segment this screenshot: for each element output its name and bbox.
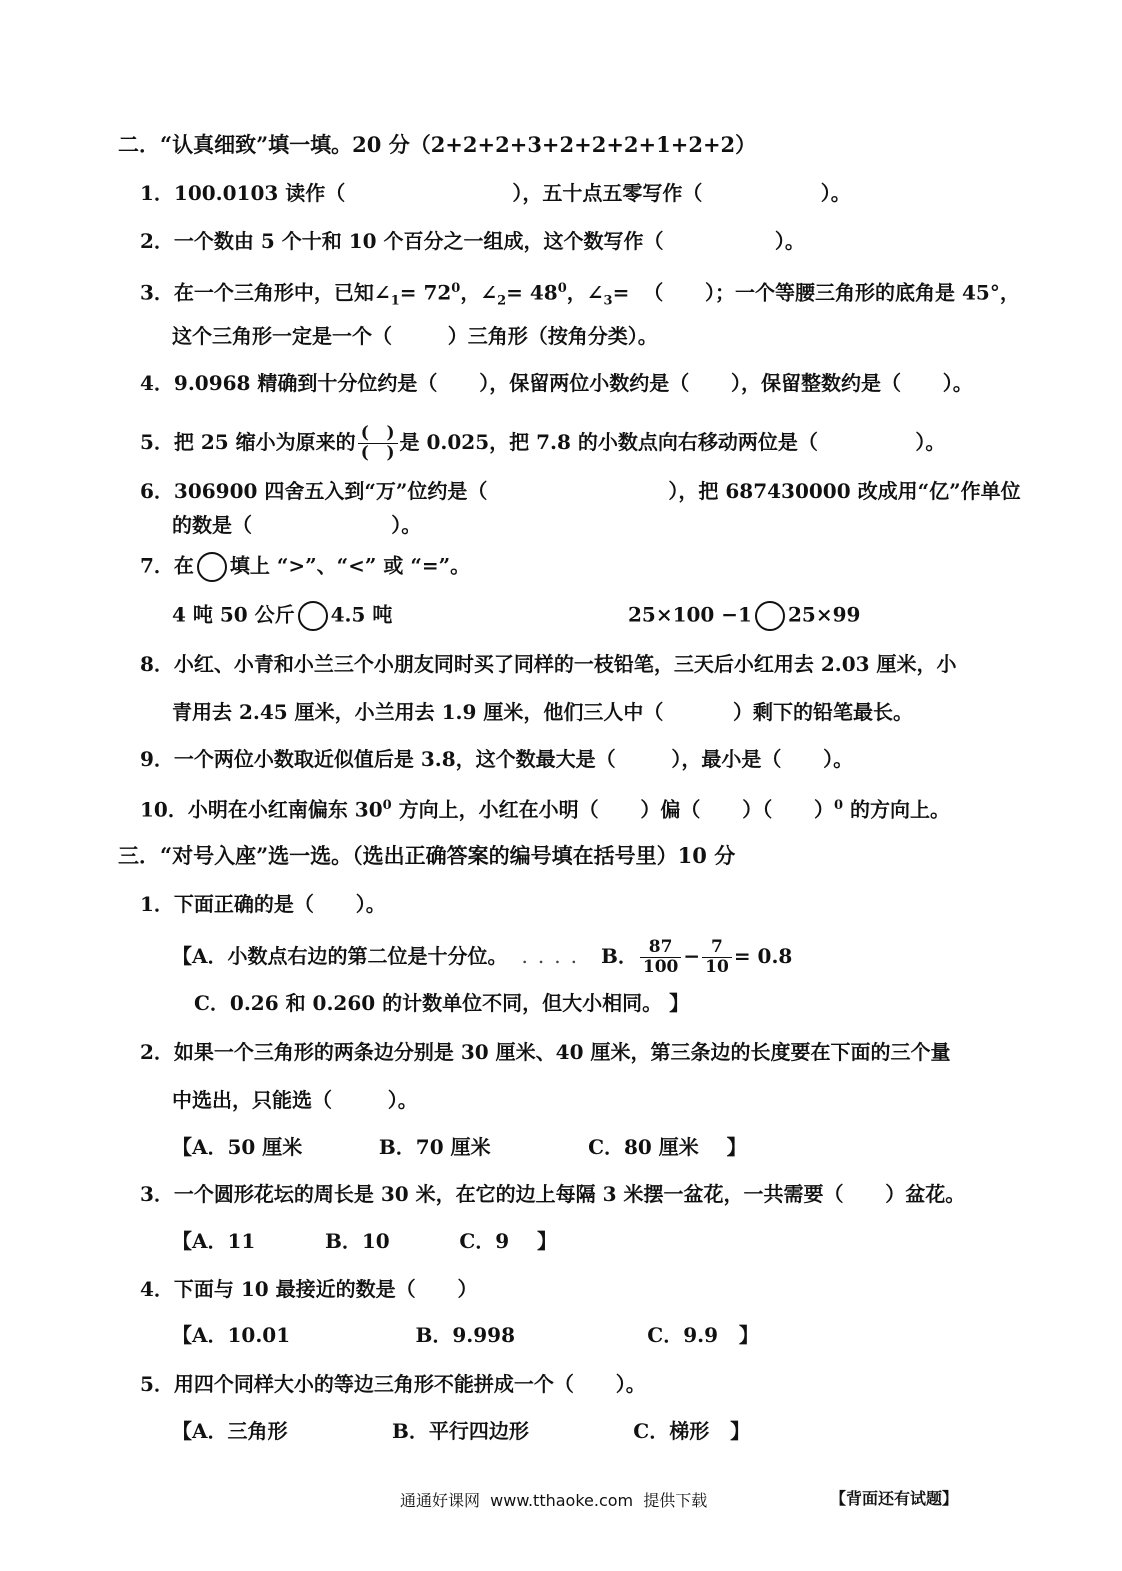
q7-left-b: 4.5 吨 [330,602,393,627]
question-2-8: 8．小红、小青和小兰三个小朋友同时买了同样的一枝铅笔，三天后小红用去 2.03 厘米，小 [140,652,957,676]
question-3-5-options: 【A．三角形 B．平行四边形 C．梯形 】 [172,1419,751,1443]
question-3-5: 5．用四个同样大小的等边三角形不能拼成一个（ ）。 [140,1372,646,1396]
question-3-3: 3．一个圆形花坛的周长是 30 米，在它的边上每隔 3 米摆一盆花，一共需要（ ）盆花。 [140,1182,966,1206]
q1-fraction-2 [702,938,732,977]
q10-text-c: 的方向上。 [843,797,950,822]
q3-sub3: 3 [603,293,613,309]
q7-text-a: 7．在 [140,553,194,578]
q7-right-b: 25×99 [787,602,861,627]
question-2-7-left [172,601,392,631]
question-3-4: 4．下面与 10 最接近的数是（ ） [140,1277,478,1301]
q1-dots: .... [521,944,587,968]
footer-source: 通通好课网 www.tthaoke.com 提供下载 [400,1491,708,1510]
q1-fraction-1 [640,938,682,977]
section2-title: 二．“认真细致”填一填。20 分（2+2+2+3+2+2+2+1+2+2） [118,132,757,157]
question-2-5 [140,424,945,463]
q1-option-b: B． [600,944,638,968]
comparison-circle-icon [298,601,328,631]
q7-text-b: 填上 “>”、“<” 或 “=”。 [229,553,471,578]
question-3-3-options: 【A．11 B．10 C．9 】 [172,1229,558,1253]
question-3-2-options: 【A．50 厘米 B．70 厘米 C．80 厘米 】 [172,1135,747,1159]
q1-fraction-1-denominator: 100 [642,957,679,977]
q5-fraction [358,424,398,463]
question-2-6: 6．306900 四舍五入到“万”位约是（ ），把 687430000 改成用“亿”作单位 [140,479,1021,503]
q3-text-f: = （ ）；一个等腰三角形的底角是 45°， [612,280,1020,305]
q3-sub2: 2 [497,293,507,309]
comparison-circle-icon [755,601,785,631]
question-3-2: 2．如果一个三角形的两条边分别是 30 厘米、40 厘米，第三条边的长度要在下面的三个量 [140,1040,951,1064]
q3-sub1: 1 [390,293,400,309]
question-3-1: 1．下面正确的是（ ）。 [140,892,386,916]
q1-fraction-2-numerator: 7 [702,938,732,958]
question-2-6-line2: 的数是（ ）。 [172,513,422,537]
q3-text-d: = 48 [506,280,558,305]
question-3-4-options: 【A．10.01 B．9.998 C．9.9 】 [172,1323,759,1347]
q3-sup1: 0 [451,281,461,296]
question-2-4: 4．9.0968 精确到十分位约是（ ），保留两位小数约是（ ），保留整数约是（ ）。 [140,371,973,395]
question-3-1-option-c: C．0.26 和 0.260 的计数单位不同，但大小相同。 】 [194,991,690,1015]
question-2-3 [140,276,1020,315]
question-2-9: 9．一个两位小数取近似值后是 3.8，这个数最大是（ ），最小是（ ）。 [140,747,854,771]
q1-fraction-1-numerator: 87 [640,938,682,958]
q3-text-b: = 72 [399,280,452,305]
comparison-circle-icon [197,552,227,582]
q1-option-a: 【A．小数点右边的第二位是十分位。 [172,944,508,968]
section3-title: 三．“对号入座”选一选。（选出正确答案的编号填在括号里）10 分 [118,843,736,868]
q5-fraction-numerator: ( ) [358,424,398,444]
question-2-8-line2: 青用去 2.45 厘米，小兰用去 1.9 厘米，他们三人中（ ）剩下的铅笔最长。 [172,700,913,724]
question-2-10 [140,793,950,823]
question-2-7 [140,552,470,582]
q5-fraction-denominator: ( ) [360,443,395,463]
q5-text-a: 5．把 25 缩小为原来的 [140,430,356,454]
q3-text-c: ，∠ [460,280,498,305]
q3-sup2: 0 [557,281,567,296]
q5-text-b: 是 0.025，把 7.8 的小数点向右移动两位是（ ）。 [399,430,946,454]
question-3-2-line2: 中选出，只能选（ ）。 [172,1088,418,1112]
question-2-3-line2: 这个三角形一定是一个（ ）三角形（按角分类）。 [172,324,658,348]
q3-text-a: 3．在一个三角形中，已知∠ [140,280,391,305]
q10-sup2: 0 [833,798,844,813]
q3-text-e: ，∠ [566,280,604,305]
q10-text-b: 方向上，小红在小明（ ）偏（ ）（ ） [391,797,834,822]
q10-sup1: 0 [382,798,392,813]
q1-minus: − [683,944,701,968]
question-3-1-options-ab [172,938,792,977]
question-2-1: 1．100.0103 读作（ ），五十点五零写作（ ）。 [140,181,851,205]
q7-left-a: 4 吨 50 公斤 [172,602,295,627]
q7-right-a: 25×100 −1 [628,602,752,627]
question-2-2: 2．一个数由 5 个十和 10 个百分之一组成，这个数写作（ ）。 [140,229,805,253]
footer-note: 【背面还有试题】 [830,1489,959,1508]
q10-text-a: 10．小明在小红南偏东 30 [140,797,383,822]
q1-equals: = 0.8 [733,944,793,968]
q1-fraction-2-denominator: 10 [705,957,729,977]
question-2-7-right [628,601,860,631]
